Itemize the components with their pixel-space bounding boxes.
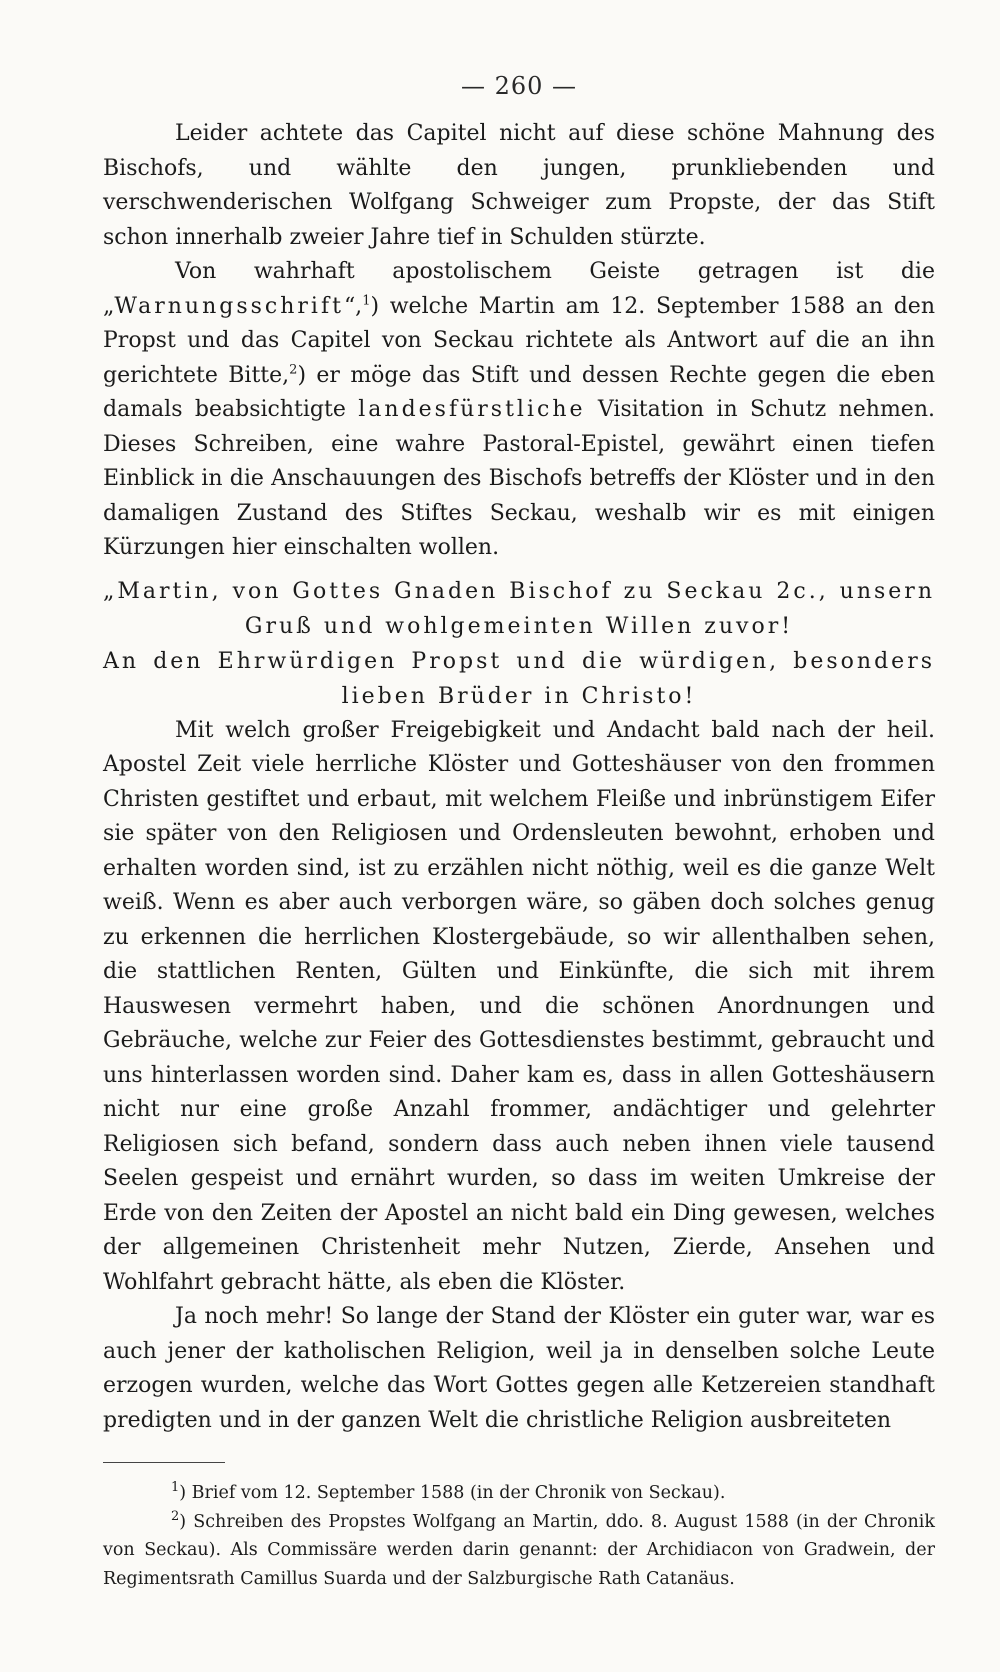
page-number: — 260 — (460, 72, 578, 100)
letter-heading-line-2: Gruß und wohlgemeinten Willen zuvor! (244, 613, 794, 639)
letter-heading-line-1: „Martin, von Gottes Gnaden Bischof zu Seckau 2c., unsern (103, 578, 935, 604)
letter-heading-line-4: lieben Brüder in Christo! (341, 683, 697, 709)
para2-text-5: Visitation in Schutz nehmen. Dieses Schreiben, eine wahre Pastoral-Epistel, gewährt einen tiefen Einblick in die Anschauungen des Bischofs betreffs der Klöster und in den damaligen Zustand des Stiftes Seckau, weshalb wir es mit einigen Kürzungen hier einschalten wollen. (103, 397, 935, 560)
footnote-1 (103, 1479, 935, 1508)
footnote-2-text: ) Schreiben des Propstes Wolfgang an Martin, ddo. 8. August 1588 (in der Chronik von Seckau). Als Commissäre werden darin genannt: der Archidiacon von Gradwein, der Regimentsrath Camillus Suarda und der Salzburgische Rath Catanäus. (103, 1511, 935, 1589)
para2-text-4: ) er möge das Stift und dessen Rechte gegen die eben damals beabsichtigte (103, 362, 935, 422)
footnote-ref-2: 2 (289, 362, 298, 378)
letter-heading (103, 574, 935, 714)
page-content (103, 65, 935, 1593)
footnote-2-marker: 2 (171, 1508, 180, 1524)
para2-text-3: ) welche Martin am 12. September 1588 an den Propst und das Capitel von Seckau richtete als Antwort auf die an ihn gerichtete Bitte, (103, 293, 935, 388)
para2-spaced-term-1: Warnungsschrift (114, 293, 344, 319)
footnote-1-text: ) Brief vom 12. September 1588 (in der Chronik von Seckau). (179, 1483, 726, 1503)
footnote-ref-1: 1 (362, 293, 371, 309)
para2-text-2: “, (343, 293, 363, 319)
letter-heading-line-3: An den Ehrwürdigen Propst und die würdigen, besonders (103, 648, 935, 674)
footnote-divider (103, 1462, 225, 1463)
paragraph-1: Leider achtete das Capitel nicht auf diese schöne Mahnung des Bischofs, und wählte den jungen, prunkliebenden und verschwenderischen Wolfgang Schweiger zum Propste, der das Stift schon innerhalb zweier Jahre tief in Schulden stürzte. (103, 121, 935, 250)
paragraph-3: Mit welch großer Freigebigkeit und Andacht bald nach der heil. Apostel Zeit viele herrliche Klöster und Gotteshäuser von den frommen Christen gestiftet und erbaut, mit welchem Fleiße und inbrünstigem Eifer sie später von den Religiosen und Ordensleuten bewohnt, erhoben und erhalten worden sind, ist zu erzählen nicht nöthig, weil es die ganze Welt weiß. Wenn es aber auch verborgen wäre, so gäben doch solches genug zu erkennen die herrlichen Klostergebäude, so wir allenthalben sehen, die stattlichen Renten, Gülten und Einkünfte, die sich mit ihrem Hauswesen vermehrt haben, und die schönen Anordnungen und Gebräuche, welche zur Feier des Gottesdienstes bestimmt, gebraucht und uns hinterlassen worden sind. Daher kam es, dass in allen Gotteshäusern nicht nur eine große Anzahl frommer, andächtiger und gelehrter Religiosen sich befand, sondern dass auch neben ihnen viele tausend Seelen gespeist und ernährt wurden, so dass im weiten Umkreise der Erde von den Zeiten der Apostel an nicht bald ein Ding gewesen, welches der allgemeinen Christenheit mehr Nutzen, Zierde, Ansehen und Wohlfahrt gebracht hätte, als eben die Klöster. (103, 717, 935, 1295)
paragraph-2 (103, 255, 935, 566)
footnote-1-marker: 1 (171, 1480, 180, 1496)
para2-text-1: Von wahrhaft apostolischem Geiste getragen ist die „ (103, 259, 935, 319)
paragraph-4: Ja noch mehr! So lange der Stand der Klöster ein guter war, war es auch jener der katholischen Religion, weil ja in denselben solche Leute erzogen wurden, welche das Wort Gottes gegen alle Ketzereien standhaft predigten und in der ganzen Welt die christliche Religion ausbreiteten (103, 1304, 935, 1433)
footnote-2 (103, 1508, 935, 1594)
para2-spaced-term-2: landesfürstliche (358, 397, 586, 422)
